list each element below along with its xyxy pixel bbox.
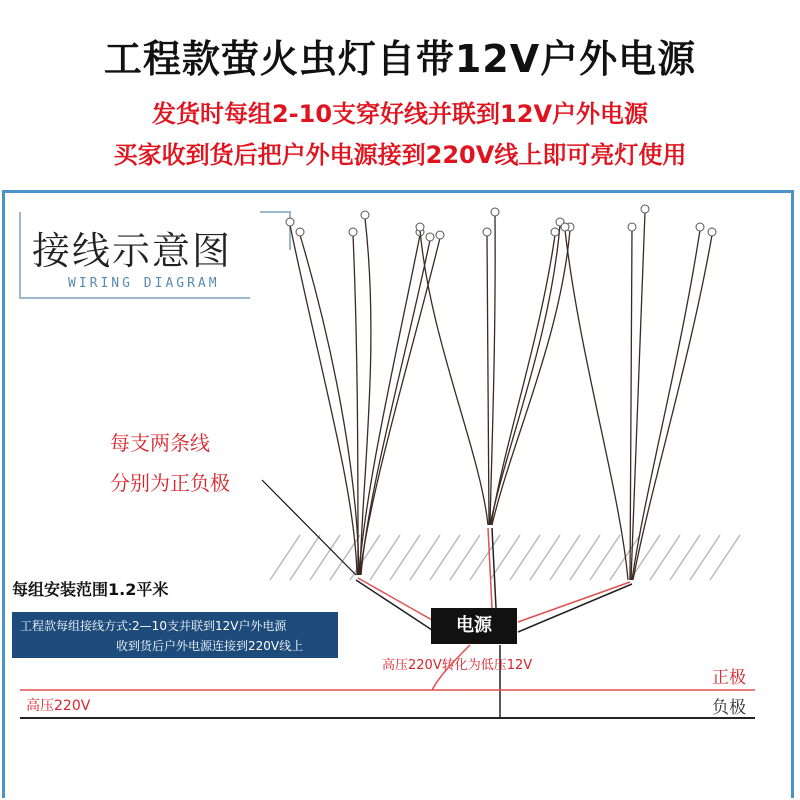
high-voltage-label: 高压220V [26, 698, 91, 714]
wiring-diagram-title: 接线示意图 [32, 229, 233, 273]
note-two-wires: 每支两条线 [110, 431, 210, 455]
header [0, 0, 800, 190]
subtitle-usage: 买家收到货后把户外电源接到220V线上即可亮灯使用 [113, 141, 687, 169]
ground-hatching [270, 535, 740, 580]
subtitle-shipping: 发货时每组2-10支穿好线并联到12V户外电源 [151, 100, 649, 128]
lamp-bundle-3 [565, 212, 712, 580]
install-range-label: 每组安装范围1.2平米 [12, 580, 169, 599]
page-title: 工程款萤火虫灯自带12V户外电源 [103, 37, 697, 81]
wiring-diagram-subtitle: WIRING DIAGRAM [68, 276, 220, 291]
note-polarity: 分别为正负极 [110, 471, 230, 495]
lamp-heads-3 [561, 205, 716, 236]
voltage-conversion-label: 高压220V转化为低压12V [382, 658, 533, 673]
negative-label: 负极 [712, 698, 746, 718]
wiring-method-box [12, 612, 338, 658]
wiring-diagram-panel [0, 190, 800, 800]
positive-label: 正极 [712, 668, 746, 688]
note-pointer [262, 480, 356, 575]
wiring-method-line1: 工程款每组接线方式:2—10支并联到12V户外电源 [20, 619, 287, 633]
wiring-method-line2: 收到货后户外电源连接到220V线上 [116, 639, 304, 653]
power-supply-box: 电源 [431, 608, 517, 644]
lamp-bundle-1 [290, 218, 440, 575]
lamp-bundle-2 [420, 215, 570, 525]
